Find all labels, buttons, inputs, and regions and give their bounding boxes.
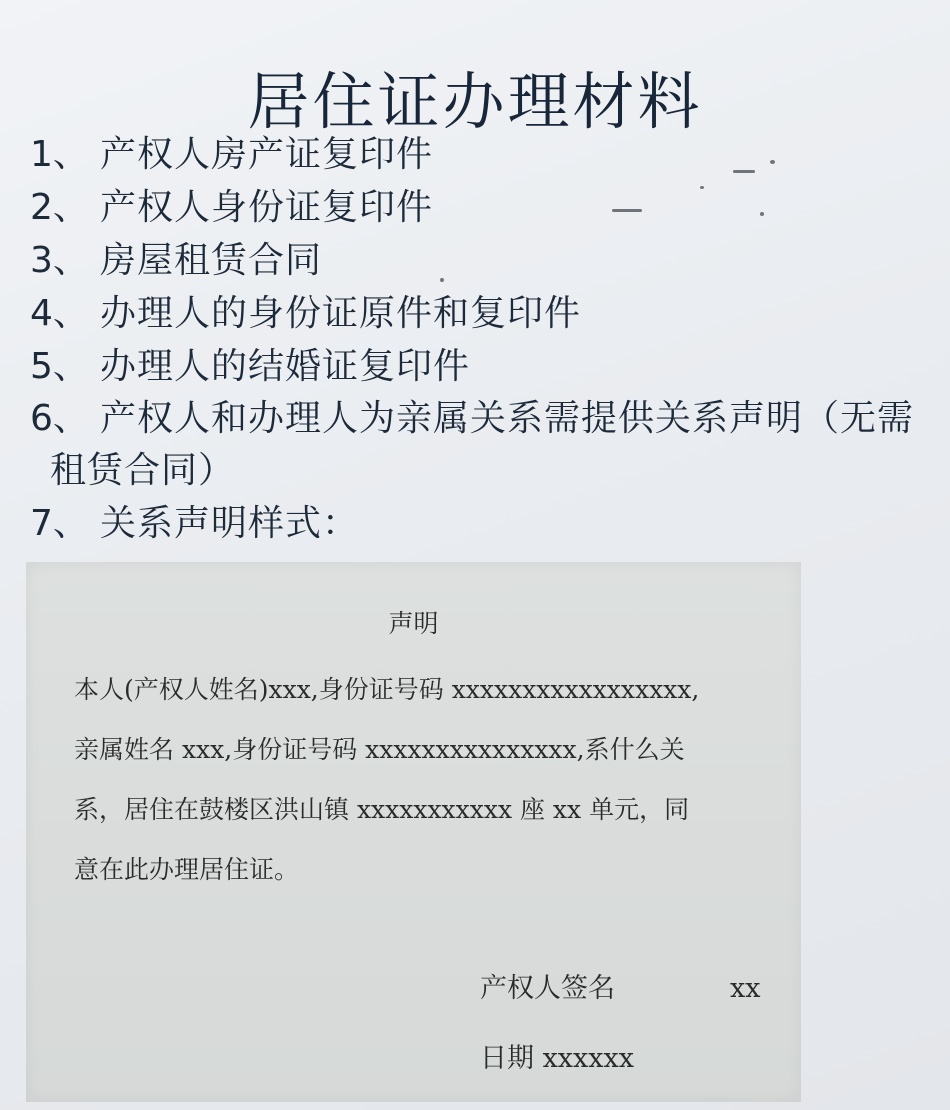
signature-block <box>480 954 761 1094</box>
requirement-item <box>22 234 942 287</box>
requirements-list <box>22 128 942 550</box>
date-row: 日期 xxxxxx <box>480 1043 634 1074</box>
ink-speck <box>612 209 642 212</box>
requirement-item <box>22 497 942 550</box>
item-text: 办理人的身份证原件和复印件 <box>100 293 582 334</box>
item-number: 3 、 <box>22 234 100 287</box>
template-body-line: 本人(产权人姓名)xxx,身份证号码 xxxxxxxxxxxxxxxxx, <box>74 675 700 704</box>
template-heading: 声明 <box>388 609 439 638</box>
item-text: 房屋租赁合同 <box>100 240 323 281</box>
item-number: 5 、 <box>22 340 100 393</box>
item-number: 6 、 <box>22 393 100 445</box>
signature-value: xx <box>730 973 761 1004</box>
signature-row <box>480 954 761 1024</box>
signature-label: 产权人签名 <box>480 973 615 1004</box>
template-body-line: 亲属姓名 xxx,身份证号码 xxxxxxxxxxxxxxx,系什么关 <box>74 735 685 764</box>
ink-speck <box>733 170 755 173</box>
item-text-line1: 产权人和办理人为亲属关系需提供关系声明（无需 <box>100 398 915 439</box>
item-text: 关系声明样式： <box>100 503 360 544</box>
ink-speck <box>760 212 764 216</box>
item-text <box>50 393 942 497</box>
item-number: 2 、 <box>22 181 100 234</box>
requirement-item <box>22 128 942 181</box>
template-body-line: 系，居住在鼓楼区洪山镇 xxxxxxxxxxx 座 xx 单元，同 <box>74 795 690 824</box>
requirement-item <box>22 181 942 234</box>
item-text-line2: 租赁合同） <box>50 450 236 491</box>
requirement-item <box>22 287 942 340</box>
item-number: 4 、 <box>22 287 100 340</box>
item-number: 1 、 <box>22 128 100 181</box>
item-number: 7 、 <box>22 497 100 550</box>
requirement-item <box>22 340 942 393</box>
declaration-template <box>26 562 801 1102</box>
ink-speck <box>770 160 775 164</box>
ink-speck <box>700 186 704 189</box>
item-text: 办理人的结婚证复印件 <box>100 346 471 387</box>
item-text: 产权人房产证复印件 <box>100 134 434 175</box>
page-title: 居住证办理材料 <box>247 65 703 138</box>
template-body-line: 意在此办理居住证。 <box>74 855 300 884</box>
ink-speck <box>440 278 444 282</box>
template-body <box>74 660 794 900</box>
item-text: 产权人身份证复印件 <box>100 187 434 228</box>
requirement-item <box>22 393 942 497</box>
